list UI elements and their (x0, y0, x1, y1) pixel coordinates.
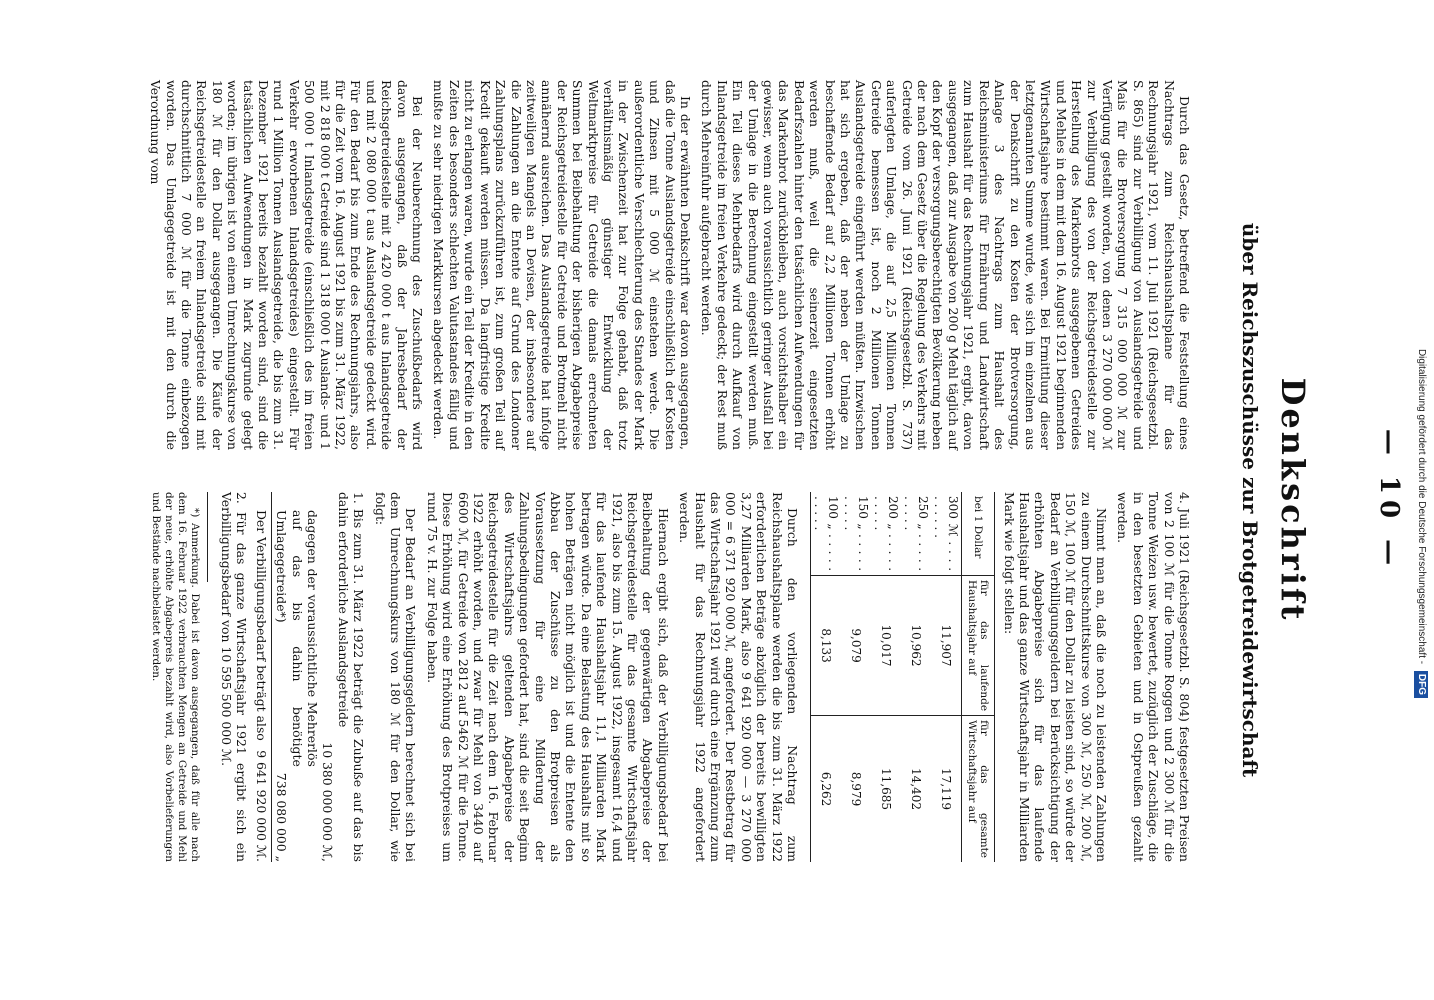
calc-row (320, 492, 335, 862)
table-row (841, 492, 871, 862)
paragraph: Nimmt man an, daß die noch zu leistenden Zahlungen zu einem Durchschnittskurse von 300 ℳ, 250 ℳ, 200 ℳ, 150 ℳ, 100 ℳ für den Dollar zu leisten sind, so würde der Bedarf an Verbilligungsgeldern bei Berücksichtigung der erhöhten Abgabepreise sich für das laufende Haushaltsjahr und das ganze Wirtschaftsjahr in Milliarden Mark wie folgt stellen: (1001, 492, 1109, 862)
table-cell: 250 „ . . . . . . . . . . (902, 496, 931, 572)
digitization-notice-strip (1412, 8, 1430, 698)
table-cell: 9,079 (841, 576, 871, 716)
table-row (901, 492, 931, 862)
calc-amount: 738 080 000 „ (274, 772, 290, 862)
calc-total-row (253, 492, 271, 862)
table-cell: 11,685 (871, 716, 901, 862)
paragraph: In der erwähnten Denkschrift war davon ausgegangen, daß die Tonne Auslandsgetreide einschließlich der Kosten und Zinsen mit 5 000 ℳ einstehen werde. Die außerordentliche Verschlechterung des Standes der Mark in der Zwischenzeit hat zur Folge gehabt, daß trotz verhältnismäßig günstiger Entwicklung der Weltmarktpreise für Getreide die damals errechneten Summen bei Beibehaltung der bisherigen Abgabepreise der Reichsgetreidestelle für Getreide und Brotmehl nicht annähernd ausreichen. Das Auslandsgetreide hat infolge zeitweiligen Mangels an Devisen, der insbesondere auf die Zahlungen an die Entente auf Grund des Londoner Zahlungsplans zurückzuführen ist, zum großen Teil auf Kredit gekauft werden müssen. Da langfristige Kredite nicht zu erlangen waren, wurde ein Teil der Kredite in den Zeiten des besonders schlechten Valutastandes fällig und mußte zu sehr niedrigen Markkursen abgedeckt werden. (431, 80, 693, 450)
paragraph: 4. Juli 1921 (Reichsgesetzbl. S. 804) festgesetzten Preisen von 2 100 ℳ für die Tonne Roggen und 2 300 ℳ für die Tonne Weizen usw. bewertet, zuzüglich der Zuschläge, die in den besetzten Gebieten und in Ostpreußen gezahlt werden. (1115, 492, 1192, 862)
paragraph: Der Bedarf an Verbilligungsgeldern berechnet sich bei dem Umrechnungskurs von 180 ℳ für den Dollar, wie folgt: (372, 492, 419, 862)
paragraph: Hiernach ergibt sich, daß der Verbilligungsbedarf bei Beibehaltung der gegenwärtigen Abgabepreise der Reichsgetreidestelle für das gesamte Wirtschaftsjahr 1921, also bis zum 15. August 1922, insgesamt 16,4 und für das laufende Haushaltsjahr 11,1 Milliarden Mark betragen würde. Da eine Belastung des Haushalts mit so hohen Beträgen nicht möglich ist und die Entente den Abbau der Zuschüsse zu den Brotpreisen als Voraussetzung für eine Milderung der Zahlungsbedingungen gefordert hat, sind die seit Beginn des Wirtschaftsjahrs geltenden Abgabepreise der Reichsgetreidestelle für die Zeit nach dem 16. Februar 1922 erhöht worden, und zwar für Mehl von 3440 auf 6600 ℳ, für Getreide von 2812 auf 5462 ℳ für die Tonne. Diese Erhöhung wird eine Erhöhung des Brotpreises um rund 75 v. H. zur Folge haben. (424, 492, 671, 862)
table-cell: 6,262 (811, 716, 842, 862)
calc-label: Der Verbilligungsbedarf beträgt also (253, 510, 269, 741)
table-row (871, 492, 901, 862)
table-row (931, 492, 962, 862)
left-text-column (142, 80, 1192, 450)
paragraph: Bei der Neuberechnung des Zuschußbedarfs wird davon ausgegangen, daß der Jahresbedarf der Reichsgetreidestelle mit 2 420 000 t aus Inlandsgetreide und mit 2 080 000 t aus Auslandsgetreide gedeckt wird. Für den Bedarf bis zum Ende des Rechnungsjahrs, also für die Zeit vom 16. August 1921 bis zum 31. März 1922, mit 2 818 000 t Getreide sind 1 318 000 t Auslands- und 1 500 000 t Inlandsgetreide (einschließlich des im freien Verkehr erworbenen Inlandsgetreides) eingestellt. Für rund 1 Million Tonnen Auslandsgetreide, die bis zum 31. Dezember 1921 bereits bezahlt worden sind, sind die tatsächlichen Aufwendungen in Mark zugrunde gelegt worden; im übrigen ist von einem Umrechnungskurse von 180 ℳ für den Dollar ausgegangen. Die Käufe der Reichsgetreidestelle an freiem Inlandsgetreide sind mit durchschnittlich 7 000 ℳ für die Tonne einbezogen worden. Das Umlagegetreide ist mit den durch die Verordnung vom (148, 80, 426, 450)
digitization-notice: Digitalisierung gefördert durch die Deutsche Forschungsgemeinschaft - (1416, 348, 1427, 665)
table-row (811, 492, 842, 862)
table-cell: 14,402 (901, 716, 931, 862)
table-header-row (962, 492, 995, 862)
calc-label: dagegen der voraussichtliche Mehrerlös auf das bis dahin benötigte Umlagegetreide*) (274, 510, 320, 767)
calc-amount: 10 380 000 000 ℳ, (320, 742, 336, 862)
calculation-block (219, 492, 367, 862)
table-cell: 200 „ . . . . . . . . . . (872, 496, 901, 572)
table-cell: 150 „ . . . . . . . . . . (842, 496, 871, 572)
right-text-column (150, 492, 1193, 862)
table-cell: 8,133 (811, 576, 842, 716)
table-header: für das gesamte Wirtschaftsjahr auf (962, 716, 995, 862)
table-cell: 17,119 (931, 716, 962, 862)
page-number: — 10 — (1374, 428, 1404, 572)
table-cell: 11,907 (931, 576, 962, 716)
calc-item-2: 2. Für das ganze Wirtschaftsjahr 1921 ergibt sich ein Verbilligungsbedarf von 10 595 500 000 ℳ. (218, 492, 250, 862)
calc-item-1: 1. Bis zum 31. März 1922 beträgt die Zubuße auf das bis dahin erforderliche Auslandsgetreide (335, 492, 367, 862)
table-header: bei 1 Dollar (962, 492, 995, 576)
table-cell: 100 „ . . . . . . . . . . (811, 492, 842, 576)
dollar-rate-table (810, 492, 995, 862)
table-cell: 8,979 (841, 716, 871, 862)
table-cell: 10,017 (871, 576, 901, 716)
page-subtitle: über Reichszuschüsse zur Brotgetreidewirtschaft (1238, 222, 1262, 778)
table-cell: 10,962 (901, 576, 931, 716)
page-title: Denkschrift (1274, 377, 1312, 623)
footnote-divider (208, 492, 209, 582)
table-header: für das laufende Haushaltsjahr auf (962, 576, 995, 716)
dfg-logo: DFG (1414, 671, 1428, 698)
table-cell: 300 ℳ . . . . . . . . . . (932, 496, 961, 572)
paragraph: Durch das Gesetz, betreffend die Feststellung eines Nachtrags zum Reichshaushaltsplane für das Rechnungsjahr 1921, vom 11. Juli 1921 (Reichsgesetzbl. S. 865) sind zur Verbilligung von Auslandsgetreide und Mais für die Brotversorgung 7 315 000 000 ℳ zur Verfügung gestellt worden, von denen 3 270 000 000 ℳ zur Verbilligung des von der Reichsgetreidestelle zur Herstellung des Markenbrots ausgegebenen Getreides und Mehles in dem mit dem 16. August 1921 beginnenden Wirtschaftsjahre bestimmt waren. Bei Ermittlung dieser letztgenannten Summe wurde, wie sich im einzelnen aus der Denkschrift zu den Kosten der Brotversorgung, Anlage 3 des Nachtrags zum Haushalt des Reichsministeriums für Ernährung und Landwirtschaft zum Haushalt für das Rechnungsjahr 1921, ergibt, davon ausgegangen, daß zur Ausgabe von 200 g Mehl täglich auf den Kopf der versorgungsberechtigten Bevölkerung neben der nach dem Gesetz über die Regelung des Verkehrs mit Getreide vom 26. Juni 1921 (Reichsgesetzbl. S. 737) auferlegten Umlage, die auf 2,5 Millionen Tonnen Getreide bemessen ist, noch 2 Millionen Tonnen Auslandsgetreide eingeführt werden müßten. Inzwischen hat sich ergeben, daß der neben der Umlage zu beschaffende Bedarf auf 2,2 Millionen Tonnen erhöht werden muß, weil die seinerzeit eingesetzten Bedarfszahlen hinter den tatsächlichen Aufwendungen für das Markenbrot zurückbleiben, auch vorsichtshalber ein gewisser, wenn auch voraussichtlich geringer Ausfall bei der Umlage in die Berechnung eingestellt werden muß. Ein Teil dieses Mehrbedarfs wird durch Aufkauf von Inlandsgetreide im freien Verkehre gedeckt; der Rest muß durch Mehreinfuhr aufgebracht werden. (699, 80, 1192, 450)
calc-amount: 9 641 920 000 ℳ. (253, 750, 269, 862)
footnote: *) Anmerkung. Dabei ist davon ausgegangen, daß für alle nach dem 16. Februar 1922 verbrauchten Mengen an Getreide und Mehl der neue, erhöhte Abgabepreis bezahlt wird, also Vorbelieferungen und Bestände nachbelastet werden. (150, 492, 202, 862)
calc-row (274, 492, 320, 862)
paragraph: Durch den vorliegenden Nachtrag zum Reichshaushaltsplane werden die bis zum 31. März 1922 erforderlichen Beträge abzüglich der bereits bewilligten 3,27 Milliarden Mark, also 9 641 920 000 — 3 270 000 000 = 6 371 920 000 ℳ, angefordert. Der Restbetrag für das Wirtschaftsjahr 1921 wird durch eine Ergänzung zum Haushalt für das Rechnungsjahr 1922 angefordert werden. (677, 492, 801, 862)
